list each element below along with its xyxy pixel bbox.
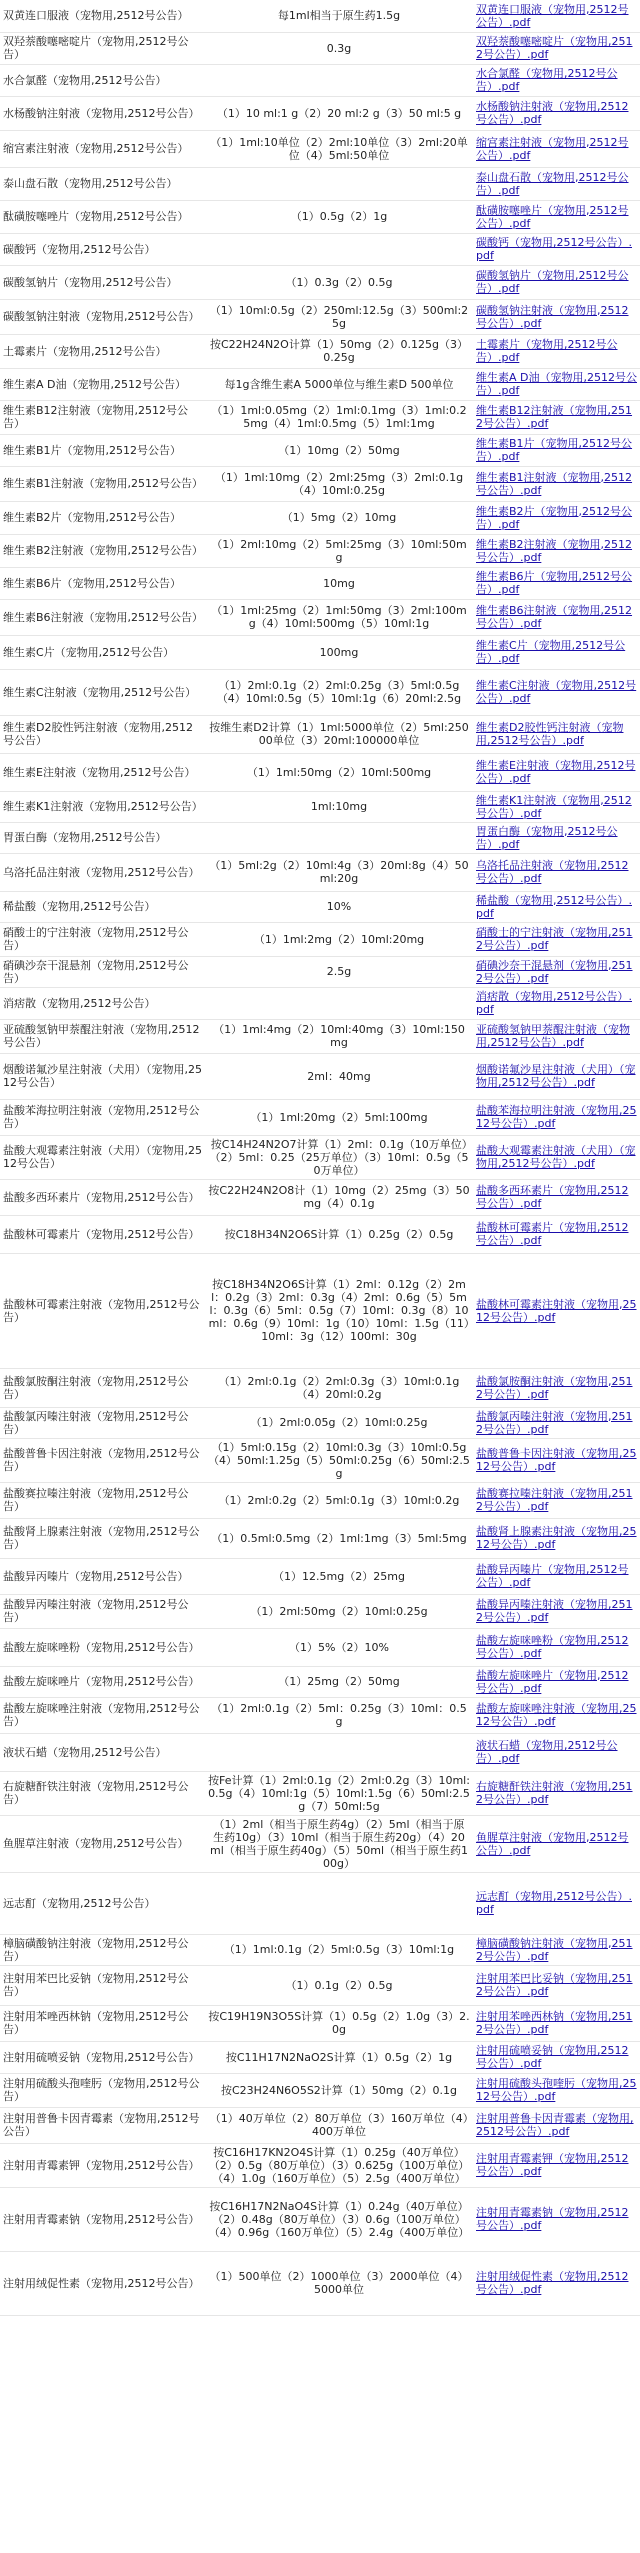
table-row — [0, 1099, 640, 1135]
specification-cell: （1）2ml:0.2g（2）5ml:0.1g（3）10ml:0.2g — [205, 1482, 473, 1518]
pdf-file-link[interactable]: 土霉素片（宠物用,2512号公告）.pdf — [473, 334, 640, 368]
specification-cell: 1ml:10mg — [205, 791, 473, 822]
table-row — [0, 466, 640, 501]
drug-name-cell: 碳酸氢钠片（宠物用,2512号公告） — [0, 265, 205, 299]
pdf-file-link[interactable]: 注射用绒促性素（宠物用,2512号公告）.pdf — [473, 2251, 640, 2315]
table-row — [0, 265, 640, 299]
drug-name-cell: 盐酸多西环素片（宠物用,2512号公告） — [0, 1179, 205, 1215]
table-row — [0, 130, 640, 167]
specification-cell: （1）2ml:0.1g（2）2ml:0.25g（3）5ml:0.5g（4）10ml:0.5g（5）10ml:1g（6）20ml:2.5g — [205, 669, 473, 715]
specification-cell: （1）2ml:0.1g（2）5ml：0.25g（3）10ml：0.5g — [205, 1697, 473, 1733]
drug-name-cell: 烟酸诺氟沙星注射液（犬用）（宠物用,2512号公告） — [0, 1053, 205, 1099]
pdf-file-link[interactable]: 维生素B1片（宠物用,2512号公告）.pdf — [473, 434, 640, 466]
specification-cell — [205, 64, 473, 96]
specification-cell: （1）10 ml:1 g（2）20 ml:2 g（3）50 ml:5 g — [205, 96, 473, 130]
table-row — [0, 635, 640, 669]
pdf-file-link[interactable]: 水杨酸钠注射液（宠物用,2512号公告）.pdf — [473, 96, 640, 130]
table-row — [0, 1053, 640, 1099]
pdf-file-link[interactable]: 盐酸大观霉素注射液（犬用）（宠物用,2512号公告）.pdf — [473, 1135, 640, 1179]
pdf-file-link[interactable]: 盐酸多西环素片（宠物用,2512号公告）.pdf — [473, 1179, 640, 1215]
pdf-file-link[interactable]: 碳酸氢钠注射液（宠物用,2512号公告）.pdf — [473, 299, 640, 334]
pdf-file-link[interactable]: 维生素E注射液（宠物用,2512号公告）.pdf — [473, 753, 640, 791]
drug-name-cell: 亚硫酸氢钠甲萘醌注射液（宠物用,2512号公告） — [0, 1019, 205, 1053]
specification-cell: 10% — [205, 891, 473, 922]
drug-name-cell: 盐酸林可霉素片（宠物用,2512号公告） — [0, 1215, 205, 1253]
pdf-file-link[interactable]: 右旋糖酐铁注射液（宠物用,2512号公告）.pdf — [473, 1771, 640, 1815]
table-row — [0, 1815, 640, 1872]
pdf-file-link[interactable]: 双黄连口服液（宠物用,2512号公告）.pdf — [473, 0, 640, 32]
specification-cell: （1）1ml:50mg（2）10ml:500mg — [205, 753, 473, 791]
table-row — [0, 1934, 640, 1965]
pdf-file-link[interactable]: 盐酸林可霉素片（宠物用,2512号公告）.pdf — [473, 1215, 640, 1253]
drug-name-cell: 胃蛋白酶（宠物用,2512号公告） — [0, 822, 205, 853]
pdf-file-link[interactable]: 维生素B2注射液（宠物用,2512号公告）.pdf — [473, 534, 640, 567]
pdf-file-link[interactable]: 盐酸左旋咪唑片（宠物用,2512号公告）.pdf — [473, 1666, 640, 1697]
table-row — [0, 96, 640, 130]
pdf-file-link[interactable]: 硝酸士的宁注射液（宠物用,2512号公告）.pdf — [473, 922, 640, 956]
pdf-file-link[interactable]: 维生素C片（宠物用,2512号公告）.pdf — [473, 635, 640, 669]
drug-name-cell: 盐酸氯丙嗪注射液（宠物用,2512号公告） — [0, 1407, 205, 1438]
pdf-file-link[interactable]: 注射用苯巴比妥钠（宠物用,2512号公告）.pdf — [473, 1965, 640, 2005]
table-row — [0, 64, 640, 96]
specification-cell: （1）5ml:0.15g（2）10ml:0.3g（3）10ml:0.5g（4）50ml:1.25g（5）50ml:0.25g（6）50ml:2.5g — [205, 1438, 473, 1482]
specification-cell: 按C11H17N2NaO2S计算（1）0.5g（2）1g — [205, 2041, 473, 2073]
specification-cell: （1）1ml:10mg（2）2ml:25mg（3）2ml:0.1g（4）10ml:0.25g — [205, 466, 473, 501]
table-row — [0, 791, 640, 822]
drug-name-cell: 右旋糖酐铁注射液（宠物用,2512号公告） — [0, 1771, 205, 1815]
drug-name-cell: 盐酸异丙嗪片（宠物用,2512号公告） — [0, 1558, 205, 1594]
drug-name-cell: 维生素B6注射液（宠物用,2512号公告） — [0, 599, 205, 635]
pdf-file-link[interactable]: 维生素C注射液（宠物用,2512号公告）.pdf — [473, 669, 640, 715]
pdf-file-link[interactable]: 水合氯醛（宠物用,2512号公告）.pdf — [473, 64, 640, 96]
table-row — [0, 167, 640, 200]
drug-name-cell: 注射用青霉素钠（宠物用,2512号公告） — [0, 2187, 205, 2251]
drug-name-cell: 维生素B12注射液（宠物用,2512号公告） — [0, 400, 205, 434]
drug-name-cell: 盐酸大观霉素注射液（犬用）（宠物用,2512号公告） — [0, 1135, 205, 1179]
pdf-file-link[interactable]: 盐酸左旋咪唑注射液（宠物用,2512号公告）.pdf — [473, 1697, 640, 1733]
specification-cell: （1）1ml:10单位（2）2ml:10单位（3）2ml:20单位（4）5ml:50单位 — [205, 130, 473, 167]
pdf-file-link[interactable]: 双羟萘酸噻嘧啶片（宠物用,2512号公告）.pdf — [473, 32, 640, 64]
specification-cell: （1）1ml:2mg（2）10ml:20mg — [205, 922, 473, 956]
pdf-file-link[interactable]: 胃蛋白酶（宠物用,2512号公告）.pdf — [473, 822, 640, 853]
table-row — [0, 1628, 640, 1666]
pdf-file-link[interactable]: 注射用青霉素钾（宠物用,2512号公告）.pdf — [473, 2143, 640, 2187]
drug-name-cell: 维生素E注射液（宠物用,2512号公告） — [0, 753, 205, 791]
pdf-file-link[interactable]: 维生素K1注射液（宠物用,2512号公告）.pdf — [473, 791, 640, 822]
specification-cell: 按C16H17KN2O4S计算（1）0.25g（40万单位）（2）0.5g（80万单位）（3）0.625g（100万单位）（4）1.0g（160万单位）（5）2.5g（400万单位） — [205, 2143, 473, 2187]
drug-name-cell: 双羟萘酸噻嘧啶片（宠物用,2512号公告） — [0, 32, 205, 64]
drug-name-cell: 注射用绒促性素（宠物用,2512号公告） — [0, 2251, 205, 2315]
drug-name-cell: 维生素B2注射液（宠物用,2512号公告） — [0, 534, 205, 567]
drug-name-cell: 盐酸赛拉嗪注射液（宠物用,2512号公告） — [0, 1482, 205, 1518]
pdf-file-link[interactable]: 盐酸异丙嗪注射液（宠物用,2512号公告）.pdf — [473, 1594, 640, 1628]
pdf-file-link[interactable]: 酞磺胺噻唑片（宠物用,2512号公告）.pdf — [473, 200, 640, 233]
table-row — [0, 891, 640, 922]
table-row — [0, 2143, 640, 2187]
drug-name-cell: 双黄连口服液（宠物用,2512号公告） — [0, 0, 205, 32]
table-row — [0, 922, 640, 956]
drug-name-cell: 硝酸士的宁注射液（宠物用,2512号公告） — [0, 922, 205, 956]
pdf-file-link[interactable]: 维生素B12注射液（宠物用,2512号公告）.pdf — [473, 400, 640, 434]
specification-cell: （1）0.5g（2）1g — [205, 200, 473, 233]
table-row — [0, 1518, 640, 1558]
specification-cell: 0.3g — [205, 32, 473, 64]
specification-cell: 每1g含维生素A 5000单位与维生素D 500单位 — [205, 368, 473, 400]
table-row — [0, 669, 640, 715]
pdf-file-link[interactable]: 盐酸普鲁卡因注射液（宠物用,2512号公告）.pdf — [473, 1438, 640, 1482]
table-row — [0, 1215, 640, 1253]
drug-name-cell: 维生素K1注射液（宠物用,2512号公告） — [0, 791, 205, 822]
drug-name-cell: 盐酸异丙嗪注射液（宠物用,2512号公告） — [0, 1594, 205, 1628]
drug-name-cell: 酞磺胺噻唑片（宠物用,2512号公告） — [0, 200, 205, 233]
drug-name-cell: 碳酸钙（宠物用,2512号公告） — [0, 233, 205, 265]
pdf-file-link[interactable]: 亚硫酸氢钠甲萘醌注射液（宠物用,2512号公告）.pdf — [473, 1019, 640, 1053]
pdf-file-link[interactable]: 液状石蜡（宠物用,2512号公告）.pdf — [473, 1733, 640, 1771]
table-row — [0, 2005, 640, 2041]
drug-name-cell: 维生素C注射液（宠物用,2512号公告） — [0, 669, 205, 715]
table-row — [0, 32, 640, 64]
specification-cell: 按C18H34N2O6S计算（1）0.25g（2）0.5g — [205, 1215, 473, 1253]
drug-name-cell: 远志酊（宠物用,2512号公告） — [0, 1872, 205, 1934]
table-row — [0, 2187, 640, 2251]
pdf-file-link[interactable]: 乌洛托品注射液（宠物用,2512号公告）.pdf — [473, 853, 640, 891]
table-row — [0, 2107, 640, 2143]
pdf-file-link[interactable]: 稀盐酸（宠物用,2512号公告）.pdf — [473, 891, 640, 922]
table-row — [0, 1407, 640, 1438]
table-row — [0, 501, 640, 534]
specification-cell: （1）10ml:0.5g（2）250ml:12.5g（3）500ml:25g — [205, 299, 473, 334]
specification-cell: （1）5%（2）10% — [205, 1628, 473, 1666]
pdf-file-link[interactable]: 盐酸氯胺酮注射液（宠物用,2512号公告）.pdf — [473, 1368, 640, 1407]
drug-name-cell: 维生素B1注射液（宠物用,2512号公告） — [0, 466, 205, 501]
table-row — [0, 753, 640, 791]
specification-cell — [205, 1872, 473, 1934]
specification-cell: （1）0.1g（2）0.5g — [205, 1965, 473, 2005]
specification-cell: （1）1ml:25mg（2）1ml:50mg（3）2ml:100mg（4）10ml:500mg（5）10ml:1g — [205, 599, 473, 635]
table-row — [0, 1666, 640, 1697]
pdf-file-link[interactable]: 维生素A D油（宠物用,2512号公告）.pdf — [473, 368, 640, 400]
table-row — [0, 715, 640, 753]
specification-cell: 按C14H24N2O7计算（1）2ml：0.1g（10万单位）（2）5ml：0.25（25万单位）（3）10ml：0.5g（50万单位） — [205, 1135, 473, 1179]
pdf-file-link[interactable]: 注射用苯唑西林钠（宠物用,2512号公告）.pdf — [473, 2005, 640, 2041]
drug-name-cell: 注射用普鲁卡因青霉素（宠物用,2512号公告） — [0, 2107, 205, 2143]
specification-cell: 2ml：40mg — [205, 1053, 473, 1099]
table-row — [0, 434, 640, 466]
specification-cell: （1）500单位（2）1000单位（3）2000单位（4）5000单位 — [205, 2251, 473, 2315]
specification-cell: （1）0.3g（2）0.5g — [205, 265, 473, 299]
drug-name-cell: 注射用苯唑西林钠（宠物用,2512号公告） — [0, 2005, 205, 2041]
specification-cell — [205, 1733, 473, 1771]
drug-name-cell: 硝碘沙奈干混悬剂（宠物用,2512号公告） — [0, 956, 205, 987]
drug-name-cell: 注射用硫喷妥钠（宠物用,2512号公告） — [0, 2041, 205, 2073]
table-row — [0, 2041, 640, 2073]
drug-name-cell: 鱼腥草注射液（宠物用,2512号公告） — [0, 1815, 205, 1872]
specification-cell: 按Fe计算（1）2ml:0.1g（2）2ml:0.2g（3）10ml:0.5g（4）10ml:1g（5）10ml:1.5g（6）50ml:2.5g（7）50ml:5g — [205, 1771, 473, 1815]
pdf-file-link[interactable]: 盐酸赛拉嗪注射液（宠物用,2512号公告）.pdf — [473, 1482, 640, 1518]
drug-name-cell: 盐酸左旋咪唑片（宠物用,2512号公告） — [0, 1666, 205, 1697]
specification-cell — [205, 167, 473, 200]
pdf-file-link[interactable]: 盐酸氯丙嗪注射液（宠物用,2512号公告）.pdf — [473, 1407, 640, 1438]
drug-name-cell: 注射用苯巴比妥钠（宠物用,2512号公告） — [0, 1965, 205, 2005]
specification-cell: 2.5g — [205, 956, 473, 987]
pdf-file-link[interactable]: 碳酸钙（宠物用,2512号公告）.pdf — [473, 233, 640, 265]
drug-name-cell: 盐酸左旋咪唑粉（宠物用,2512号公告） — [0, 1628, 205, 1666]
drug-name-cell: 维生素D2胶性钙注射液（宠物用,2512号公告） — [0, 715, 205, 753]
pdf-file-link[interactable]: 维生素D2胶性钙注射液（宠物用,2512号公告）.pdf — [473, 715, 640, 753]
pdf-file-link[interactable]: 消痞散（宠物用,2512号公告）.pdf — [473, 987, 640, 1019]
table-row — [0, 1697, 640, 1733]
table-row — [0, 853, 640, 891]
pdf-file-link[interactable]: 鱼腥草注射液（宠物用,2512号公告）.pdf — [473, 1815, 640, 1872]
specification-cell: （1）5ml:2g（2）10ml:4g（3）20ml:8g（4）50ml:20g — [205, 853, 473, 891]
table-row — [0, 233, 640, 265]
drug-name-cell: 维生素B2片（宠物用,2512号公告） — [0, 501, 205, 534]
specification-cell: （1）2ml:0.05g（2）10ml:0.25g — [205, 1407, 473, 1438]
specification-cell: 按C22H24N2O计算（1）50mg（2）0.125g（3）0.25g — [205, 334, 473, 368]
drug-name-cell: 注射用硫酸头孢喹肟（宠物用,2512号公告） — [0, 2073, 205, 2107]
pdf-file-link[interactable]: 盐酸苯海拉明注射液（宠物用,2512号公告）.pdf — [473, 1099, 640, 1135]
drug-name-cell: 注射用青霉素钾（宠物用,2512号公告） — [0, 2143, 205, 2187]
table-row — [0, 1179, 640, 1215]
specification-cell: （1）0.5ml:0.5mg（2）1ml:1mg（3）5ml:5mg — [205, 1518, 473, 1558]
pdf-file-link[interactable]: 盐酸林可霉素注射液（宠物用,2512号公告）.pdf — [473, 1253, 640, 1368]
specification-cell — [205, 987, 473, 1019]
pdf-file-link[interactable]: 盐酸异丙嗪片（宠物用,2512号公告）.pdf — [473, 1558, 640, 1594]
pdf-file-link[interactable]: 樟脑磺酸钠注射液（宠物用,2512号公告）.pdf — [473, 1934, 640, 1965]
drug-name-cell: 维生素A D油（宠物用,2512号公告） — [0, 368, 205, 400]
table-row — [0, 1965, 640, 2005]
specification-cell: （1）2ml:10mg（2）5ml:25mg（3）10ml:50mg — [205, 534, 473, 567]
pdf-file-link[interactable]: 注射用硫喷妥钠（宠物用,2512号公告）.pdf — [473, 2041, 640, 2073]
specification-cell: （1）40万单位（2）80万单位（3）160万单位（4）400万单位 — [205, 2107, 473, 2143]
table-row — [0, 1771, 640, 1815]
table-row — [0, 2073, 640, 2107]
table-row — [0, 567, 640, 599]
drug-name-cell: 盐酸肾上腺素注射液（宠物用,2512号公告） — [0, 1518, 205, 1558]
pdf-file-link[interactable]: 盐酸左旋咪唑粉（宠物用,2512号公告）.pdf — [473, 1628, 640, 1666]
table-row — [0, 2251, 640, 2315]
table-row — [0, 400, 640, 434]
drug-name-cell: 盐酸普鲁卡因注射液（宠物用,2512号公告） — [0, 1438, 205, 1482]
specification-cell — [205, 822, 473, 853]
pdf-file-link[interactable]: 维生素B6片（宠物用,2512号公告）.pdf — [473, 567, 640, 599]
drug-name-cell: 碳酸氢钠注射液（宠物用,2512号公告） — [0, 299, 205, 334]
specification-cell: 每1ml相当于原生药1.5g — [205, 0, 473, 32]
table-row — [0, 1558, 640, 1594]
specification-cell: （1）2ml:0.1g（2）2ml:0.3g（3）10ml:0.1g（4）20ml:0.2g — [205, 1368, 473, 1407]
table-row — [0, 599, 640, 635]
specification-cell: （1）1ml:0.05mg（2）1ml:0.1mg（3）1ml:0.25mg（4）1ml:0.5mg（5）1ml:1mg — [205, 400, 473, 434]
table-row — [0, 0, 640, 32]
drug-name-cell: 液状石蜡（宠物用,2512号公告） — [0, 1733, 205, 1771]
table-row — [0, 822, 640, 853]
pdf-file-link[interactable]: 维生素B6注射液（宠物用,2512号公告）.pdf — [473, 599, 640, 635]
table-row — [0, 334, 640, 368]
specification-cell: （1）1ml:4mg（2）10ml:40mg（3）10ml:150mg — [205, 1019, 473, 1053]
table-row — [0, 1594, 640, 1628]
specification-cell: 按C23H24N6O5S2计算（1）50mg（2）0.1g — [205, 2073, 473, 2107]
drug-name-cell: 乌洛托品注射液（宠物用,2512号公告） — [0, 853, 205, 891]
specification-cell: （1）2ml:50mg（2）10ml:0.25g — [205, 1594, 473, 1628]
drug-name-cell: 维生素C片（宠物用,2512号公告） — [0, 635, 205, 669]
table-row — [0, 1733, 640, 1771]
table-row — [0, 956, 640, 987]
specification-cell — [205, 233, 473, 265]
pdf-file-link[interactable]: 注射用硫酸头孢喹肟（宠物用,2512号公告）.pdf — [473, 2073, 640, 2107]
specification-cell: （1）1ml:20mg（2）5ml:100mg — [205, 1099, 473, 1135]
specification-cell: （1）1ml:0.1g（2）5ml:0.5g（3）10ml:1g — [205, 1934, 473, 1965]
pdf-file-link[interactable]: 烟酸诺氟沙星注射液（犬用）（宠物用,2512号公告）.pdf — [473, 1053, 640, 1099]
table-row — [0, 534, 640, 567]
pdf-file-link[interactable]: 维生素B2片（宠物用,2512号公告）.pdf — [473, 501, 640, 534]
pdf-file-link[interactable]: 远志酊（宠物用,2512号公告）.pdf — [473, 1872, 640, 1934]
pdf-file-link[interactable]: 注射用青霉素钠（宠物用,2512号公告）.pdf — [473, 2187, 640, 2251]
drug-name-cell: 维生素B1片（宠物用,2512号公告） — [0, 434, 205, 466]
drug-name-cell: 水杨酸钠注射液（宠物用,2512号公告） — [0, 96, 205, 130]
drug-name-cell: 盐酸左旋咪唑注射液（宠物用,2512号公告） — [0, 1697, 205, 1733]
pdf-file-link[interactable]: 硝碘沙奈干混悬剂（宠物用,2512号公告）.pdf — [473, 956, 640, 987]
pdf-file-link[interactable]: 盐酸肾上腺素注射液（宠物用,2512号公告）.pdf — [473, 1518, 640, 1558]
drug-name-cell: 土霉素片（宠物用,2512号公告） — [0, 334, 205, 368]
specification-cell: 按C22H24N2O8计（1）10mg（2）25mg（3）50mg（4）0.1g — [205, 1179, 473, 1215]
table-row — [0, 1019, 640, 1053]
table-row — [0, 200, 640, 233]
table-row — [0, 299, 640, 334]
table-row — [0, 1872, 640, 1934]
pdf-file-link[interactable]: 碳酸氢钠片（宠物用,2512号公告）.pdf — [473, 265, 640, 299]
pdf-file-link[interactable]: 维生素B1注射液（宠物用,2512号公告）.pdf — [473, 466, 640, 501]
specification-cell: 100mg — [205, 635, 473, 669]
drug-name-cell: 稀盐酸（宠物用,2512号公告） — [0, 891, 205, 922]
table-row — [0, 368, 640, 400]
drug-name-cell: 樟脑磺酸钠注射液（宠物用,2512号公告） — [0, 1934, 205, 1965]
specification-cell: 10mg — [205, 567, 473, 599]
specification-cell: （1）25mg（2）50mg — [205, 1666, 473, 1697]
table-row — [0, 1253, 640, 1368]
specification-cell: （1）10mg（2）50mg — [205, 434, 473, 466]
drug-name-cell: 盐酸林可霉素注射液（宠物用,2512号公告） — [0, 1253, 205, 1368]
specification-cell: 按维生素D2计算（1）1ml:5000单位（2）5ml:25000单位（3）20ml:100000单位 — [205, 715, 473, 753]
drug-name-cell: 盐酸苯海拉明注射液（宠物用,2512号公告） — [0, 1099, 205, 1135]
drug-name-cell: 盐酸氯胺酮注射液（宠物用,2512号公告） — [0, 1368, 205, 1407]
specification-cell: （1）12.5mg（2）25mg — [205, 1558, 473, 1594]
drug-name-cell: 缩宫素注射液（宠物用,2512号公告） — [0, 130, 205, 167]
specification-cell: （1）2ml（相当于原生药4g）（2）5ml（相当于原生药10g）（3）10ml（相当于原生药20g）（4）20ml（相当于原生药40g）（5）50ml（相当于原生药100g） — [205, 1815, 473, 1872]
table-row — [0, 1482, 640, 1518]
specification-cell: 按C19H19N3O5S计算（1）0.5g（2）1.0g（3）2.0g — [205, 2005, 473, 2041]
drug-name-cell: 水合氯醛（宠物用,2512号公告） — [0, 64, 205, 96]
pdf-file-link[interactable]: 缩宫素注射液（宠物用,2512号公告）.pdf — [473, 130, 640, 167]
pdf-file-link[interactable]: 泰山盘石散（宠物用,2512号公告）.pdf — [473, 167, 640, 200]
specification-cell: 按C16H17N2NaO4S计算（1）0.24g（40万单位）（2）0.48g（80万单位）（3）0.6g（100万单位）（4）0.96g（160万单位）（5）2.4g（400万单位） — [205, 2187, 473, 2251]
pdf-file-link[interactable]: 注射用普鲁卡因青霉素（宠物用,2512号公告）.pdf — [473, 2107, 640, 2143]
table-row — [0, 1368, 640, 1407]
drug-name-cell: 维生素B6片（宠物用,2512号公告） — [0, 567, 205, 599]
specification-cell: 按C18H34N2O6S计算（1）2ml：0.12g（2）2ml：0.2g（3）2ml：0.3g（4）2ml：0.6g（5）5ml：0.3g（6）5ml：0.5g（7）10ml：0.3g（8）10ml：0.6g（9）10ml：1g（10）10ml：1.5g（11）10ml：3g（12）100ml：30g — [205, 1253, 473, 1368]
drug-name-cell: 泰山盘石散（宠物用,2512号公告） — [0, 167, 205, 200]
table-row — [0, 1438, 640, 1482]
drug-name-cell: 消痞散（宠物用,2512号公告） — [0, 987, 205, 1019]
table-row — [0, 1135, 640, 1179]
table-row — [0, 987, 640, 1019]
specification-cell: （1）5mg（2）10mg — [205, 501, 473, 534]
